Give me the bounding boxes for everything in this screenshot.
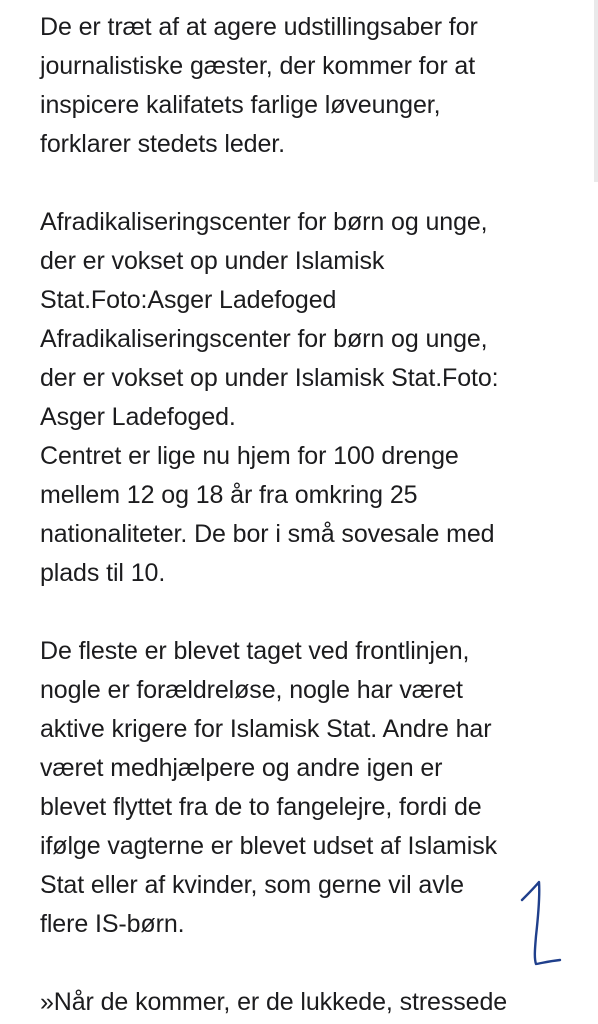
paragraph-line: ifølge vagterne er blevet udset af Islamisk <box>40 832 498 860</box>
paragraph-line: blevet flyttet fra de to fangelejre, fordi de <box>40 793 482 821</box>
photo-caption-line: der er vokset op under Islamisk <box>40 247 385 275</box>
handwritten-number-annotation <box>516 878 566 970</box>
scrollbar[interactable] <box>594 0 598 182</box>
paragraph-line: mellem 12 og 18 år fra omkring 25 <box>40 481 418 509</box>
photo-caption-line: der er vokset op under Islamisk Stat.Foto: <box>40 364 499 392</box>
paragraph-line: plads til 10. <box>40 559 166 587</box>
quote-line: »Når de kommer, er de lukkede, stressede <box>40 988 508 1016</box>
paragraph-line: forklarer stedets leder. <box>40 130 285 158</box>
photo-caption-line: Asger Ladefoged. <box>40 403 236 431</box>
paragraph-line: inspicere kalifatets farlige løveunger, <box>40 91 441 119</box>
paragraph-line: De fleste er blevet taget ved frontlinjen, <box>40 637 470 665</box>
article-body <box>40 8 580 1022</box>
paragraph-line: Stat eller af kvinder, som gerne vil avle <box>40 871 464 899</box>
paragraph-gap <box>40 164 580 203</box>
paragraph-gap <box>40 593 580 632</box>
photo-caption-line: Afradikaliseringscenter for børn og unge, <box>40 325 488 353</box>
paragraph-gap <box>40 944 580 983</box>
paragraph-line: været medhjælpere og andre igen er <box>40 754 443 782</box>
paragraph-line: flere IS-børn. <box>40 910 185 938</box>
paragraph-line: De er træt af at agere udstillingsaber for <box>40 13 478 41</box>
paragraph-line: aktive krigere for Islamisk Stat. Andre har <box>40 715 492 743</box>
photo-caption-line: Stat.Foto:Asger Ladefoged <box>40 286 337 314</box>
handwritten-stroke <box>522 882 560 964</box>
photo-caption-line: Afradikaliseringscenter for børn og unge, <box>40 208 488 236</box>
paragraph-line: nogle er forældreløse, nogle har været <box>40 676 463 704</box>
paragraph-line: journalistiske gæster, der kommer for at <box>40 52 476 80</box>
paragraph-line: nationaliteter. De bor i små sovesale med <box>40 520 495 548</box>
paragraph-line: Centret er lige nu hjem for 100 drenge <box>40 442 459 470</box>
